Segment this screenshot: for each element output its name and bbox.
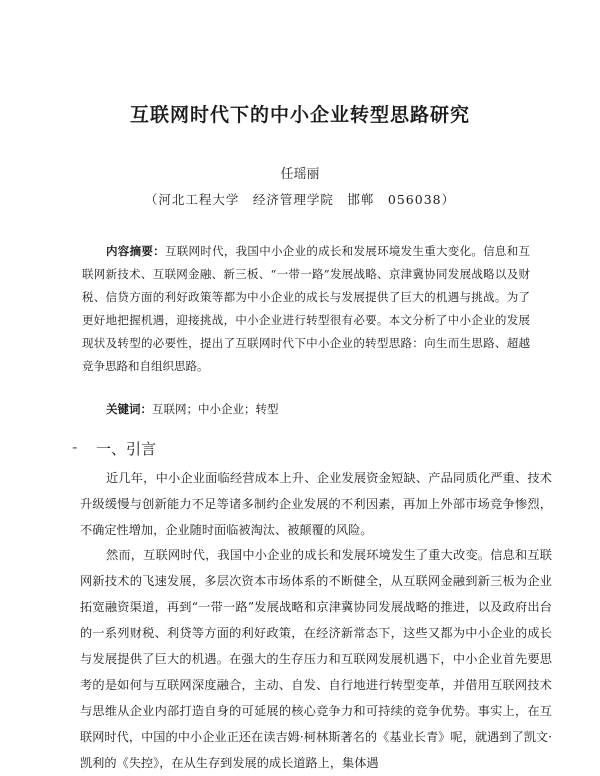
section-heading	[72, 438, 157, 459]
heading-marker: -	[72, 438, 78, 456]
abstract	[82, 240, 530, 378]
section-heading-text: 一、引言	[96, 440, 157, 458]
paper-title: 互联网时代下的中小企业转型思路研究	[129, 104, 470, 126]
body-paragraph-2: 然而，互联网时代，我国中小企业的成长和发展环境发生了重大改变。信息和互联网新技术的飞速发展，多层次资本市场体系的不断健全，从互联网金融到新三板为企业拓宽融资渠道，再到“一带一路”发展战略和京津冀协同发展战略的推进，以及政府出台的一系列财税、利贷等方面的利好政策，在经济新常态下，这些又都为中小企业的成长与发展提供了巨大的机遇。在强大的生存压力和互联网发展机遇下，中小企业首先要思考的是如何与互联网深度融合，主动、自发、自行地进行转型变革，并借用互联网技术与思维从企业内部打造自身的可延展的核心竞争力和可持续的竞争优势。事实上，在互联网时代，中国的中小企业正还在读吉姆·柯林斯著名的《基业长青》呢，就遇到了凯文·凯利的《失控》，在从生存到发展的成长道路上，集体遇	[80, 548, 552, 770]
author-affiliation: （河北工程大学 经济管理学院 邯郸 056038）	[144, 192, 456, 207]
abstract-label: 内容摘要：	[106, 244, 165, 258]
keywords	[106, 401, 279, 417]
keywords-text: 互联网；中小企业；转型	[152, 402, 279, 416]
author-name: 任瑶丽	[280, 167, 320, 182]
body-paragraph-1: 近几年，中小企业面临经营成本上升、企业发展资金短缺、产品同质化严重、技术升级缓慢与创新能力不足等诸多制约企业发展的不利因素，再加上外部市场竞争惨烈，不确定性增加，企业随时面临被淘汰、被颠覆的风险。	[80, 471, 552, 537]
abstract-text: 互联网时代，我国中小企业的成长和发展环境发生重大变化。信息和互联网新技术、互联网金融、新三板、“一带一路”发展战略、京津冀协同发展战略以及财税、信贷方面的利好政策等都为中小企业的成长与发展提供了巨大的机遇与挑战。为了更好地把握机遇，迎接挑战，中小企业进行转型很有必要。本文分析了中小企业的发展现状及转型的必要性，提出了互联网时代下中小企业的转型思路：向生而生思路、超越竞争思路和自组织思路。	[82, 244, 531, 373]
keywords-label: 关键词：	[106, 402, 152, 416]
